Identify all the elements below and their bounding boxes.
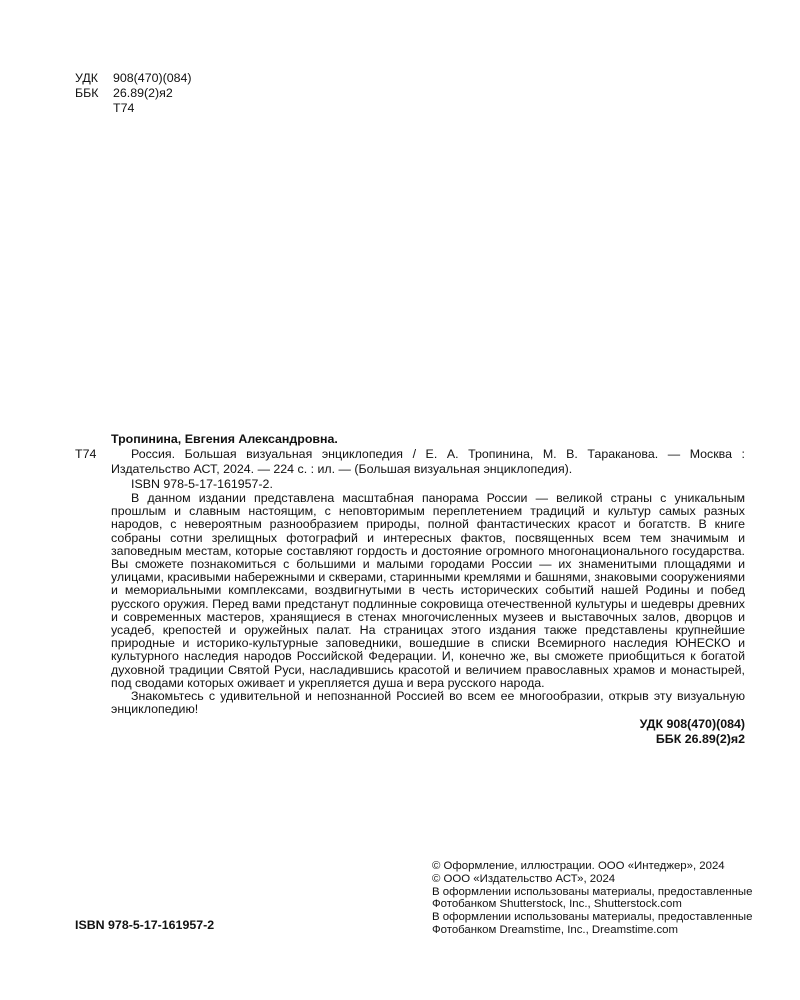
classification-right: [545, 717, 745, 747]
description-text: Россия. Большая визуальная энциклопедия / Е. А. Тропинина, М. В. Тараканова. — Москва : Издательство АСТ, 2024. — 224 с. : ил. — (Большая визуальная энциклопедия).: [111, 447, 745, 476]
credit-line: Фотобанком Dreamstime, Inc., Dreamstime.com: [432, 923, 678, 936]
annotation-paragraph-2: Знакомьтесь с удивительной и непознанной Россией во всем ее многообразии, открыв эту визуальную энциклопедию!: [111, 689, 745, 717]
udk-right: УДК 908(470)(084): [639, 717, 745, 731]
bbk-value: 26.89(2)я2: [113, 86, 173, 100]
credit-line: В оформлении использованы материалы, предоставленные: [432, 911, 753, 924]
author-heading: Тропинина, Евгения Александровна.: [111, 432, 338, 446]
udk-row: [75, 71, 192, 86]
isbn-bottom: ISBN 978-5-17-161957-2: [75, 918, 215, 932]
bibliographic-description: [111, 447, 745, 492]
credit-line: Фотобанком Shutterstock, Inc., Shutterstock.com: [432, 898, 682, 911]
bbk-row: [75, 86, 192, 101]
credit-line: В оформлении использованы материалы, предоставленные: [432, 885, 753, 898]
annotation-paragraph-1: В данном издании представлена масштабная панорама России — великой страны с уникальным прошлым и славным настоящим, с неповторимым переплетением традиций и культур самых разных народов, с невероятным разнообразием природы, полной фантастических красот и богатств. В книге собраны сотни зрелищных фотографий и интересных фактов, посвященных всем тем значимым и заповедным местам, которые составляют гордость и достояние огромного многонационального государства. Вы сможете познакомиться с большими и малыми городами России — их знаменитыми площадями и улицами, красивыми набережными и скверами, старинными кремлями и башнями, знаковыми сооружениями и мемориальными комплексами, воздвигнутыми в честь исторических событий нашей Родины и побед русского оружия. Перед вами предстанут подлинные сокровища отечественной культуры и шедевры древних и современных мастеров, хранящиеся в стенах многочисленных музеев и выставочных залов, дворцов и усадеб, крепостей и оружейных палат. На страницах этого издания также представлены крупнейшие природные и историко-культурные заповедники, вошедшие в списки Всемирного наследия ЮНЕСКО и культурного наследия народов Российской Федерации. И, конечно же, вы сможете приобщиться к богатой духовной традиции Святой Руси, насладившись красотой и величием православных храмов и монастырей, под сводами которых оживает и укрепляется душа и вера русского народа.: [111, 491, 745, 690]
bbk-label: ББК: [75, 86, 99, 100]
credit-line: © ООО «Издательство АСТ», 2024: [432, 872, 616, 885]
udk-label: УДК: [75, 71, 98, 85]
cutter-row: [75, 101, 192, 116]
cutter-value: Т74: [113, 101, 135, 115]
credit-line: © Оформление, иллюстрации. ООО «Интеджер», 2024: [432, 860, 725, 872]
copyright-credits: [432, 860, 762, 937]
bbk-right: ББК 26.89(2)я2: [655, 732, 745, 746]
isbn-line: ISBN 978-5-17-161957-2.: [131, 477, 273, 491]
cutter-mark: Т74: [75, 447, 97, 461]
annotation: [111, 492, 745, 716]
udk-value: 908(470)(084): [113, 71, 192, 85]
classification-block: [75, 71, 192, 116]
